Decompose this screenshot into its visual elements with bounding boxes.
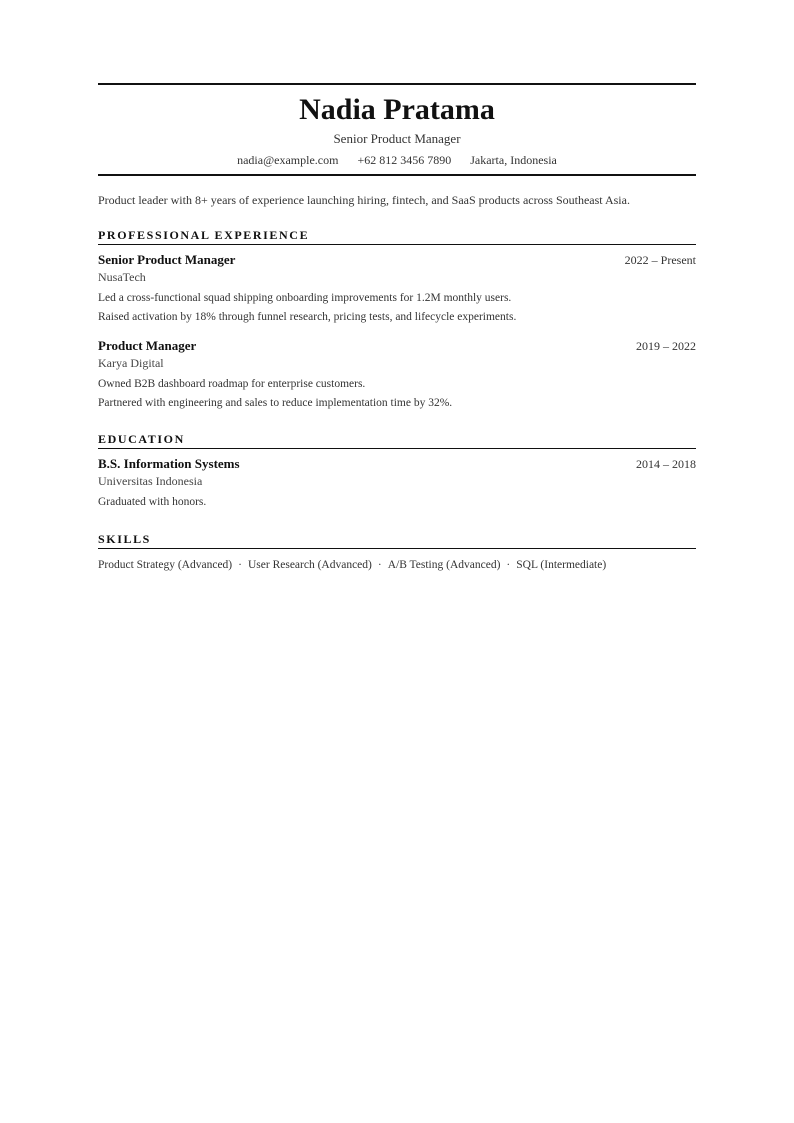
- entry-header: [98, 455, 696, 473]
- education-section: [98, 432, 696, 512]
- entry-bullets: [98, 375, 696, 412]
- skills-heading: SKILLS: [98, 532, 696, 549]
- education-entry: [98, 455, 696, 512]
- entry-bullet: Owned B2B dashboard roadmap for enterprise customers.: [98, 378, 366, 390]
- degree-name: B.S. Information Systems: [98, 456, 240, 471]
- contact-phone: +62 812 3456 7890: [357, 153, 452, 167]
- candidate-name: Nadia Pratama: [299, 93, 495, 126]
- experience-entry: [98, 337, 696, 412]
- entry-bullet: Raised activation by 18% through funnel research, pricing tests, and lifecycle experiments.: [98, 310, 517, 323]
- education-heading: EDUCATION: [98, 432, 696, 449]
- resume-header: [98, 83, 696, 176]
- entry-header: [98, 337, 696, 355]
- entry-dates: 2019 – 2022: [636, 339, 696, 353]
- skills-list: [98, 557, 696, 573]
- school-name: Universitas Indonesia: [98, 474, 203, 488]
- skill-item: SQL (Intermediate): [516, 558, 607, 571]
- experience-entry: [98, 251, 696, 326]
- entry-organization: NusaTech: [98, 270, 146, 284]
- resume-page: [98, 83, 696, 573]
- entry-bullet: Partnered with engineering and sales to reduce implementation time by 32%.: [98, 396, 453, 409]
- skill-item: Product Strategy (Advanced): [98, 558, 233, 571]
- contact-line: [98, 152, 696, 168]
- experience-section: [98, 228, 696, 412]
- skill-separator: ·: [238, 558, 242, 571]
- professional-summary: Product leader with 8+ years of experience launching hiring, fintech, and SaaS products across Southeast Asia.: [98, 193, 630, 207]
- contact-email: nadia@example.com: [237, 153, 339, 167]
- contact-location: Jakarta, Indonesia: [470, 153, 557, 167]
- entry-bullets: [98, 289, 696, 326]
- entry-bullets: [98, 493, 696, 512]
- entry-role: Senior Product Manager: [98, 252, 236, 267]
- entry-dates: 2022 – Present: [624, 253, 696, 267]
- entry-header: [98, 251, 696, 269]
- skill-separator: ·: [506, 558, 511, 571]
- skill-separator: ·: [377, 558, 382, 571]
- entry-bullet: Led a cross-functional squad shipping onboarding improvements for 1.2M monthly users.: [98, 292, 512, 304]
- entry-dates: 2014 – 2018: [636, 457, 696, 471]
- candidate-title: Senior Product Manager: [333, 131, 461, 146]
- skills-section: [98, 532, 696, 573]
- experience-heading: PROFESSIONAL EXPERIENCE: [98, 228, 696, 245]
- entry-bullet: Graduated with honors.: [98, 496, 207, 508]
- entry-organization: Karya Digital: [98, 356, 164, 370]
- skill-item: User Research (Advanced): [247, 558, 372, 571]
- skill-item: A/B Testing (Advanced): [387, 558, 501, 571]
- entry-role: Product Manager: [98, 338, 197, 353]
